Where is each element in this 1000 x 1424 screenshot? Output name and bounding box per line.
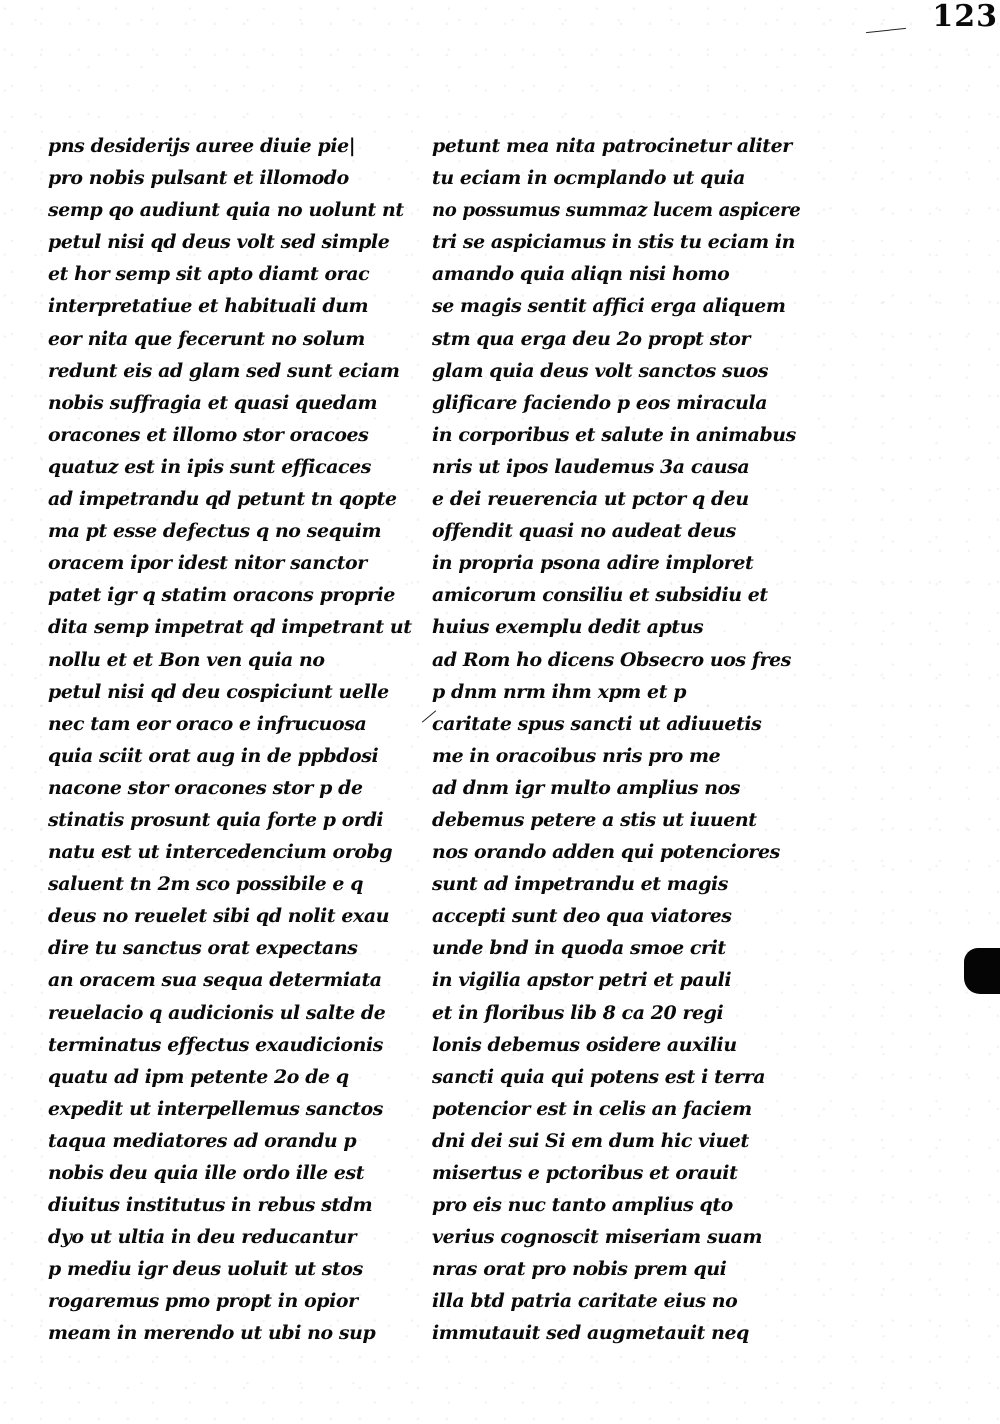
text-line: verius cognoscit miseriam suam: [432, 1226, 763, 1249]
folio-number: 123: [932, 0, 998, 34]
text-line: patet igr q statim oracons proprie: [48, 584, 395, 607]
text-column-right: [432, 130, 802, 1350]
text-line: offendit quasi no audeat deus: [432, 520, 736, 543]
text-line: dire tu sanctus orat expectans: [48, 937, 358, 960]
text-line: immutauit sed augmetauit neq: [432, 1322, 749, 1345]
text-line: sancti quia qui potens est i terra: [432, 1065, 766, 1088]
text-line: an oracem sua sequa determiata: [48, 969, 382, 992]
text-line: nollu et et Bon ven quia no: [48, 648, 325, 671]
text-line: nacone stor oracones stor p de: [48, 776, 363, 799]
text-line: quatu ad ipm petente 2o de q: [48, 1065, 349, 1088]
text-line: amando quia aliqn nisi homo: [432, 263, 730, 286]
text-line: sunt ad impetrandu et magis: [432, 873, 729, 896]
text-line: redunt eis ad glam sed sunt eciam: [48, 359, 400, 382]
margin-stroke: [866, 28, 906, 33]
text-line: stinatis prosunt quia forte p ordi: [48, 808, 384, 831]
text-line: deus no reuelet sibi qd nolit exau: [48, 905, 390, 928]
text-line: tri se aspiciamus in stis tu eciam in: [432, 231, 796, 254]
text-line: natu est ut intercedencium orobg: [48, 841, 393, 864]
text-line: et hor semp sit apto diamt orac: [48, 263, 370, 286]
text-line: misertus e pctoribus et orauit: [432, 1162, 738, 1184]
text-line: p dnm nrm ihm xpm et p: [432, 680, 687, 703]
text-line: caritate spus sancti ut adiuuetis: [432, 712, 762, 735]
text-line: taqua mediatores ad orandu p: [48, 1129, 357, 1152]
text-line: nobis suffragia et quasi quedam: [48, 391, 378, 414]
text-line: oracones et illomo stor oracoes: [48, 423, 369, 446]
text-line: glificare faciendo p eos miracula: [432, 391, 768, 414]
text-line: tu eciam in ocmplando ut quia: [432, 167, 745, 190]
text-line: pns desiderijs auree diuie pie|: [48, 135, 356, 157]
text-line: ad impetrandu qd petunt tn qopte: [48, 488, 397, 511]
text-line: nras orat pro nobis prem qui: [432, 1258, 727, 1281]
text-line: se magis sentit affici erga aliquem: [432, 295, 786, 318]
text-line: ma pt esse defectus q no sequim: [48, 520, 382, 543]
text-line: dni dei sui Si em dum hic viuet: [432, 1129, 749, 1152]
text-line: ad Rom ho dicens Obsecro uos fres: [432, 648, 792, 671]
text-line: dyo ut ultia in deu reducantur: [48, 1226, 357, 1249]
text-line: nos orando adden qui potenciores: [432, 841, 780, 864]
text-line: pro nobis pulsant et illomodo: [48, 167, 349, 190]
text-line: rogaremus pmo propt in opior: [48, 1290, 358, 1313]
text-line: et in floribus lib 8 ca 20 regi: [432, 1001, 724, 1024]
text-line: no possumus summaz lucem aspicere: [432, 199, 801, 222]
ink-blot: [964, 948, 1000, 994]
text-line: glam quia deus volt sanctos suos: [432, 359, 769, 382]
text-line: e dei reuerencia ut pctor q deu: [432, 488, 749, 511]
text-line: p mediu igr deus uoluit ut stos: [48, 1258, 363, 1281]
text-line: ad dnm igr multo amplius nos: [432, 776, 741, 799]
text-line: petul nisi qd deus volt sed simple: [48, 231, 390, 254]
text-line: dita semp impetrat qd impetrant ut: [48, 616, 412, 639]
text-line: nobis deu quia ille ordo ille est: [48, 1162, 365, 1184]
text-line: petunt mea nita patrocinetur aliter: [432, 135, 792, 157]
text-line: quatuz est in ipis sunt efficaces: [48, 455, 372, 478]
text-line: reuelacio q audicionis ul salte de: [48, 1001, 386, 1024]
text-line: amicorum consiliu et subsidiu et: [432, 584, 768, 607]
text-line: lonis debemus osidere auxiliu: [432, 1033, 737, 1056]
text-line: potencior est in celis an faciem: [432, 1097, 752, 1120]
text-line: petul nisi qd deu cospiciunt uelle: [48, 680, 389, 703]
text-line: terminatus effectus exaudicionis: [48, 1033, 383, 1056]
text-line: eor nita que fecerunt no solum: [48, 327, 365, 350]
text-line: meam in merendo ut ubi no sup: [48, 1322, 376, 1345]
text-line: oracem ipor idest nitor sanctor: [48, 552, 367, 575]
text-line: stm qua erga deu 2o propt stor: [432, 327, 751, 350]
text-line: accepti sunt deo qua viatores: [432, 905, 732, 928]
text-line: interpretatiue et habituali dum: [48, 295, 369, 318]
text-line: semp qo audiunt quia no uolunt nt: [48, 199, 404, 222]
text-line: in corporibus et salute in animabus: [432, 423, 796, 446]
text-line: quia sciit orat aug in de ppbdosi: [48, 744, 379, 767]
text-line: saluent tn 2m sco possibile e q: [48, 873, 364, 896]
text-line: me in oracoibus nris pro me: [432, 744, 721, 767]
text-line: expedit ut interpellemus sanctos: [48, 1097, 383, 1120]
text-column-left: [48, 130, 418, 1350]
text-line: in vigilia apstor petri et pauli: [432, 969, 732, 992]
text-line: debemus petere a stis ut iuuent: [432, 808, 757, 831]
text-line: nris ut ipos laudemus 3a causa: [432, 455, 750, 478]
text-line: huius exemplu dedit aptus: [432, 616, 704, 639]
text-line: unde bnd in quoda smoe crit: [432, 937, 726, 960]
text-line: in propria psona adire imploret: [432, 552, 754, 575]
text-line: nec tam eor oraco e infrucuosa: [48, 712, 367, 735]
text-line: illa btd patria caritate eius no: [432, 1290, 738, 1313]
text-line: pro eis nuc tanto amplius qto: [432, 1194, 733, 1217]
text-line: diuitus institutus in rebus stdm: [48, 1194, 373, 1217]
